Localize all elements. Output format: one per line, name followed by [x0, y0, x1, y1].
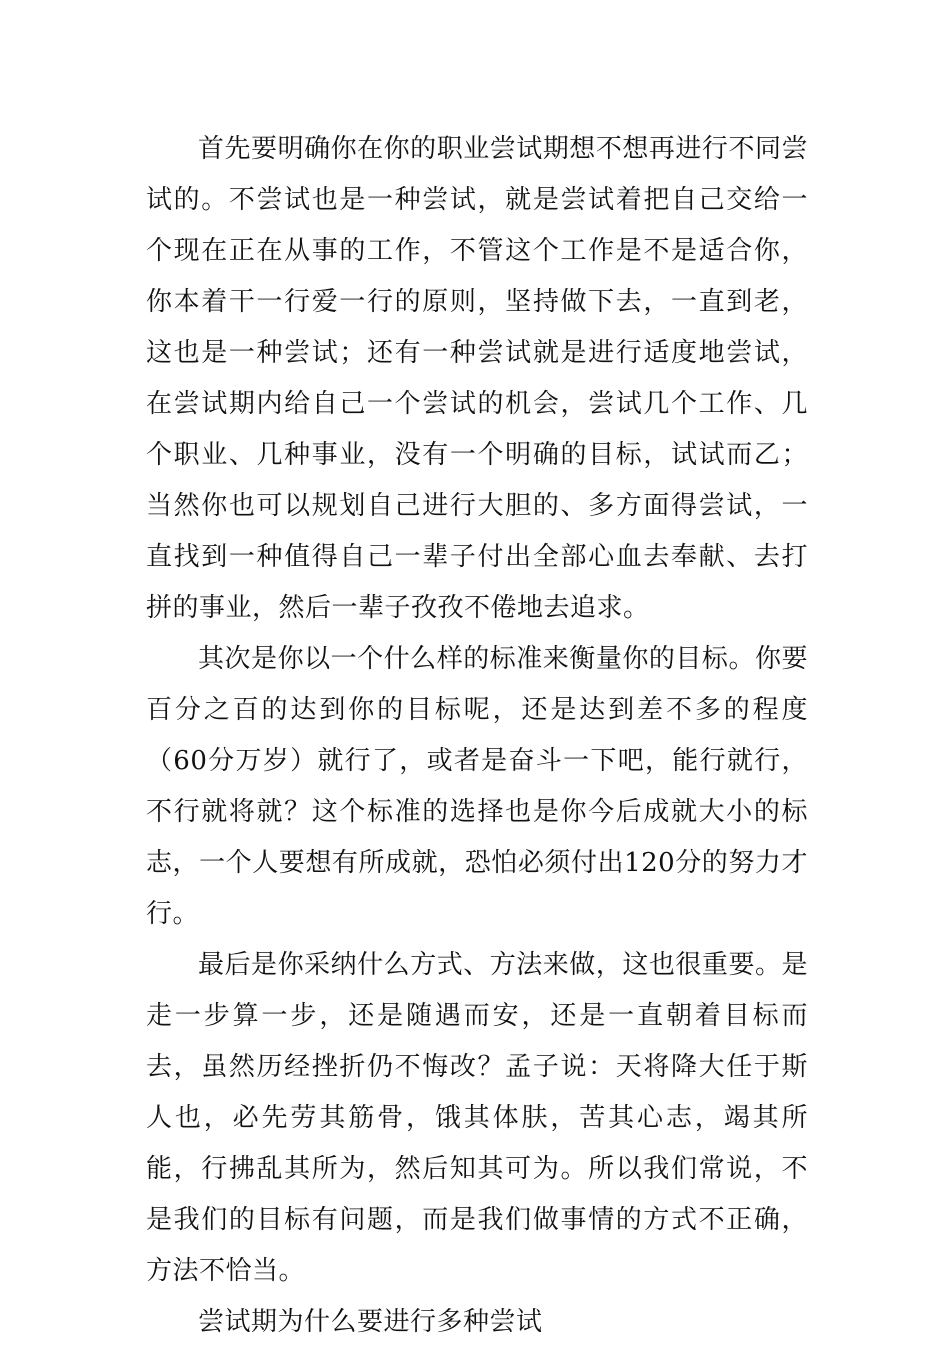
paragraph-3: 最后是你采纳什么方式、方法来做，这也很重要。是走一步算一步，还是随遇而安，还是一直朝着目标而去，虽然历经挫折仍不悔改？孟子说：天将降大任于斯人也，必先劳其筋骨，饿其体肤，苦其心志，竭其所能，行拂乱其所为，然后知其可为。所以我们常说，不是我们的目标有问题，而是我们做事情的方式不正确，方法不恰当。	[146, 950, 808, 1286]
section-heading: 尝试期为什么要进行多种尝试	[198, 1307, 543, 1337]
paragraph-1: 首先要明确你在你的职业尝试期想不想再进行不同尝试的。不尝试也是一种尝试，就是尝试着把自己交给一个现在正在从事的工作，不管这个工作是不是适合你，你本着干一行爱一行的原则，坚持做下去，一直到老，这也是一种尝试；还有一种尝试就是进行适度地尝试，在尝试期内给自己一个尝试的机会，尝试几个工作、几个职业、几种事业，没有一个明确的目标，试试而乙；当然你也可以规划自己进行大胆的、多方面得尝试，一直找到一种值得自己一辈子付出全部心血去奉献、去打拼的事业，然后一辈子孜孜不倦地去追求。	[146, 134, 808, 623]
paragraph-2: 其次是你以一个什么样的标准来衡量你的目标。你要百分之百的达到你的目标呢，还是达到差不多的程度（60分万岁）就行了，或者是奋斗一下吧，能行就行，不行就将就？这个标准的选择也是你今后成就大小的标志，一个人要想有所成就，恐怕必须付出120分的努力才行。	[146, 644, 808, 929]
document-body	[146, 124, 808, 1348]
